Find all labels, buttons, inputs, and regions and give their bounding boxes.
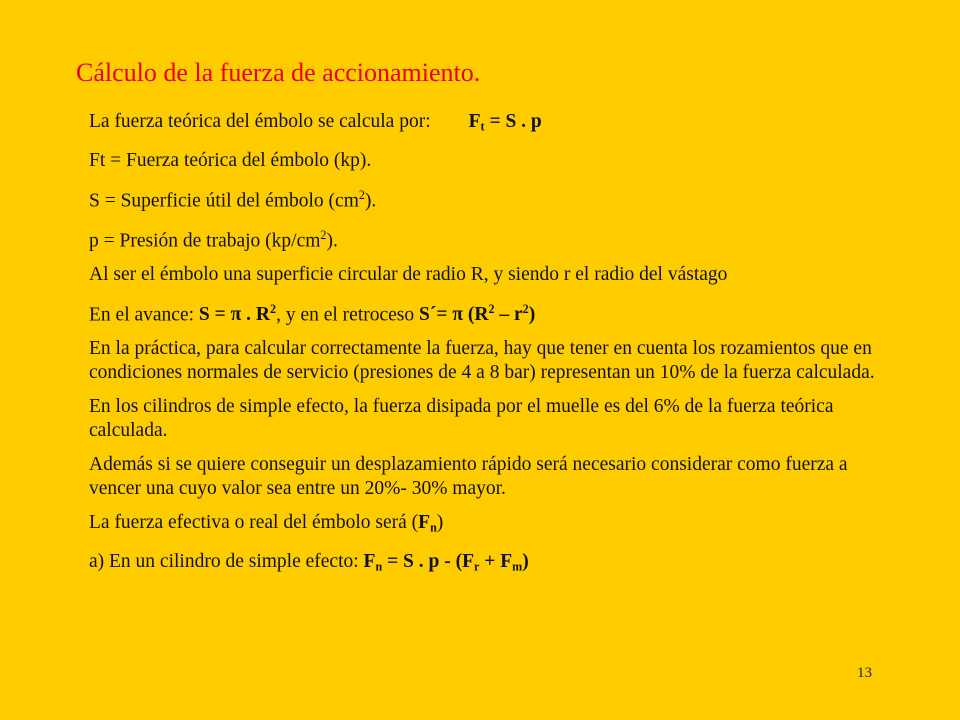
formula-part: = S . p - (F — [382, 551, 475, 572]
superscript: 2 — [358, 187, 365, 202]
formula-part: ) — [528, 304, 536, 326]
circular-surface-note: Al ser el émbolo una superficie circular de radio R, y siendo r el radio del vástago — [89, 264, 728, 286]
page-number: 13 — [857, 665, 872, 681]
formula-part: ) — [522, 551, 529, 572]
text-part: a) En un cilindro de simple efecto: — [89, 551, 364, 572]
superscript: 2 — [270, 302, 277, 317]
text-part: ). — [364, 189, 377, 211]
formula-sub: t — [480, 119, 485, 134]
line-advance-retreat — [89, 297, 889, 327]
formula-ft — [469, 111, 542, 132]
text-part: La fuerza efectiva o real del émbolo será ( — [89, 512, 419, 534]
text-part: ) — [436, 512, 444, 534]
definition-ft: Ft = Fuerza teórica del émbolo (kp). — [89, 149, 372, 171]
formula-part: F — [468, 111, 481, 132]
paragraph-fast-displacement: Además si se quiere conseguir un desplazamiento rápido será necesario considerar como fuerza a vencer una cuyo valor sea entre un 20%- 30% mayor. — [89, 454, 848, 500]
formula-sub: m — [512, 559, 523, 574]
formula-simple-effect — [364, 551, 529, 572]
formula-part: F — [418, 512, 431, 534]
superscript: 2 — [488, 302, 495, 317]
superscript: 2 — [522, 302, 529, 317]
superscript: 2 — [320, 227, 327, 242]
formula-part: S´= π (R — [419, 304, 489, 326]
text-part: ). — [326, 230, 338, 252]
formula-part: F — [363, 551, 376, 572]
formula-part: + F — [479, 551, 513, 572]
slide-body — [89, 110, 889, 589]
text-part: S = Superficie útil del émbolo (cm — [89, 189, 359, 211]
definition-p — [89, 223, 889, 253]
text-part: En el avance: — [89, 304, 199, 326]
paragraph-friction: En la práctica, para calcular correctamente la fuerza, hay que tener en cuenta los rozamientos que en condiciones normales de servicio (presiones de 4 a 8 bar) representan un 10% de la fuerza calculada. — [89, 338, 875, 384]
paragraph-spring: En los cilindros de simple efecto, la fuerza disipada por el muelle es del 6% de la fuerza teórica calculada. — [89, 396, 834, 442]
line-theoretical-force — [89, 110, 889, 139]
formula-part: = S . p — [484, 111, 542, 132]
formula-advance — [199, 304, 276, 325]
page-title: Cálculo de la fuerza de accionamiento. — [76, 58, 481, 87]
formula-part: – r — [494, 304, 523, 326]
formula-sub: n — [375, 559, 383, 574]
formula-sub: r — [474, 559, 480, 574]
formula-sub: n — [430, 521, 437, 535]
line-text: La fuerza teórica del émbolo se calcula por: — [89, 111, 431, 132]
line-effective-force — [89, 511, 889, 540]
line-simple-effect — [89, 550, 889, 579]
formula-fn — [418, 512, 437, 533]
text-part: , y en el retroceso — [276, 304, 419, 326]
text-part: p = Presión de trabajo (kp/cm — [89, 230, 321, 252]
formula-part: S = π . R — [198, 304, 271, 326]
definition-s — [89, 183, 889, 213]
formula-retreat — [419, 304, 535, 325]
